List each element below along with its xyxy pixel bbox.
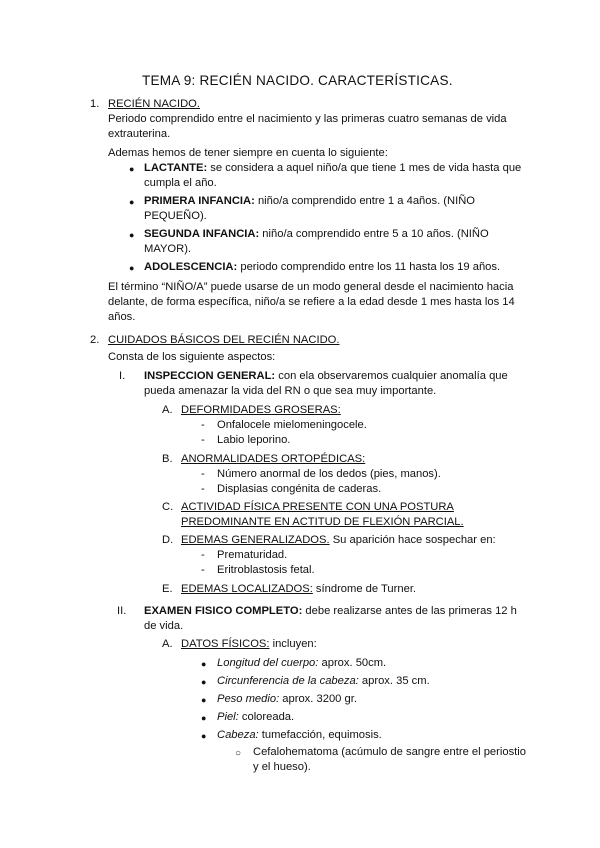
list-item: Labio leporino.: [217, 434, 291, 446]
dash-icon: -: [201, 468, 205, 480]
s1-definition-line1: Periodo comprendido entre el nacimiento y las primeras cuatro semanas de vida: [108, 113, 507, 125]
datos-item: Peso medio: aprox. 3200 gr.: [217, 693, 357, 705]
dash-icon: -: [201, 564, 205, 576]
section-2-number: 2.: [90, 334, 100, 346]
datos-item: Longitud del cuerpo: aprox. 50cm.: [217, 657, 387, 669]
item-d-letter: D.: [162, 534, 174, 546]
datos-fisicos-line: DATOS FÍSICOS: incluyen:: [181, 638, 317, 650]
list-item: Número anormal de los dedos (pies, manos).: [217, 468, 441, 480]
datos-item: Cabeza: tumefacción, equimosis.: [217, 729, 382, 741]
bullet-icon: ●: [201, 677, 207, 687]
section-1-number: 1.: [90, 98, 100, 110]
inspeccion-line2: pueda amenazar la vida del RN o que sea muy importante.: [144, 385, 437, 397]
s2-intro: Consta de los siguiente aspectos:: [108, 351, 276, 363]
datos-item: Piel: coloreada.: [217, 711, 295, 723]
dash-icon: -: [201, 483, 205, 495]
item-a-letter: A.: [162, 404, 173, 416]
s1-note-line3: años.: [108, 311, 136, 323]
s1-intro: Ademas hemos de tener siempre en cuenta lo siguiente:: [108, 147, 388, 159]
circle-bullet-icon: ○: [235, 748, 242, 759]
actividad-line1: ACTIVIDAD FÍSICA PRESENTE CON UNA POSTURA: [181, 501, 454, 513]
anormalidades-title: ANORMALIDADES ORTOPÉDICAS:: [181, 453, 366, 465]
list-item: Eritroblastosis fetal.: [217, 564, 315, 576]
roman-ii-number: II.: [117, 605, 127, 617]
item-e-letter: E.: [162, 583, 173, 595]
lactante-line1: LACTANTE: se considera a aquel niño/a que tiene 1 mes de vida hasta que: [144, 162, 522, 174]
examen-line1: EXAMEN FISICO COMPLETO: debe realizarse antes de las primeras 12 h: [144, 605, 517, 617]
lactante-line2: cumpla el año.: [144, 177, 217, 189]
bullet-icon: ●: [129, 230, 135, 240]
list-item: Displasias congénita de caderas.: [217, 483, 382, 495]
s1-note-line1: El término “NIÑO/A” puede usarse de un modo general desde el nacimiento hacia: [108, 281, 514, 293]
cefalohematoma-line1: Cefalohematoma (acúmulo de sangre entre el periostio: [253, 746, 527, 758]
bullet-icon: ●: [201, 731, 207, 741]
page-title: TEMA 9: RECIÉN NACIDO. CARACTERÍSTICAS.: [142, 73, 453, 88]
item-b-letter: B.: [162, 453, 173, 465]
datos-item: Circunferencia de la cabeza: aprox. 35 cm.: [217, 675, 430, 687]
dash-icon: -: [201, 419, 205, 431]
adolescencia-line1: ADOLESCENCIA: periodo comprendido entre los 11 hasta los 19 años.: [144, 261, 501, 273]
roman-i-number: I.: [119, 370, 126, 382]
list-item: Prematuridad.: [217, 549, 288, 561]
dash-icon: -: [201, 434, 205, 446]
list-item: Onfalocele mielomeningocele.: [217, 419, 367, 431]
s1-definition-line2: extrauterina.: [108, 128, 171, 140]
primera-infancia-line2: PEQUEÑO).: [144, 210, 207, 222]
segunda-infancia-line1: SEGUNDA INFANCIA: niño/a comprendido entre 5 a 10 años. (NIÑO: [144, 228, 489, 240]
bullet-icon: ●: [201, 659, 207, 669]
bullet-icon: ●: [129, 164, 135, 174]
segunda-infancia-line2: MAYOR).: [144, 243, 192, 255]
section-1-heading: RECIÉN NACIDO.: [108, 98, 200, 110]
item-a-letter: A.: [162, 638, 173, 650]
bullet-icon: ●: [129, 263, 135, 273]
edemas-generalizados-line: EDEMAS GENERALIZADOS. Su aparición hace sospechar en:: [181, 534, 496, 546]
section-2-heading: CUIDADOS BÁSICOS DEL RECIÉN NACIDO.: [108, 334, 340, 346]
item-c-letter: C.: [162, 501, 174, 513]
cefalohematoma-line2: y el hueso).: [253, 761, 311, 773]
bullet-icon: ●: [201, 695, 207, 705]
deformidades-title: DEFORMIDADES GROSERAS:: [181, 404, 341, 416]
inspeccion-line1: INSPECCION GENERAL: con ela observaremos cualquier anomalía que: [144, 370, 508, 382]
edemas-localizados-line: EDEMAS LOCALIZADOS: síndrome de Turner.: [181, 583, 417, 595]
bullet-icon: ●: [201, 713, 207, 723]
examen-line2: de vida.: [144, 620, 184, 632]
primera-infancia-line1: PRIMERA INFANCIA: niño/a comprendido entre 1 a 4años. (NIÑO: [144, 195, 475, 207]
actividad-line2: PREDOMINANTE EN ACTITUD DE FLEXIÓN PARCIAL.: [181, 516, 464, 528]
s1-note-line2: delante, de forma específica, niño/a se refiere a la edad desde 1 mes hasta los 14: [108, 296, 515, 308]
dash-icon: -: [201, 549, 205, 561]
bullet-icon: ●: [129, 197, 135, 207]
